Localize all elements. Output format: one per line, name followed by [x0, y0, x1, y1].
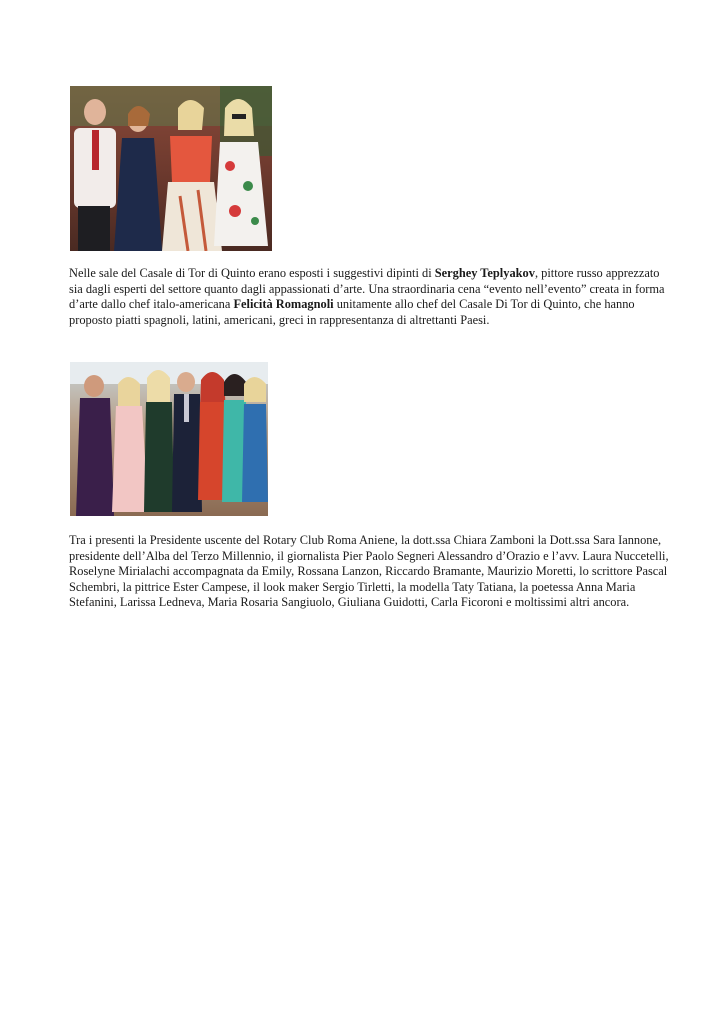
paragraph1-text-c: unitamente allo chef del Casale Di Tor di Quinto, che hanno proposto piatti spagnoli, latini, americani, greci in rappresentanza di altrettanti Paesi. [69, 297, 635, 327]
painter-name: Serghey Teplyakov [434, 266, 535, 280]
paragraph1-text-a: Nelle sale del Casale di Tor di Quinto erano esposti i suggestivi dipinti di [69, 266, 435, 280]
paragraph1-text-b: , pittore russo apprezzato sia dagli esperti del settore quanto dagli appassionati d’arte. Una straordinaria cena “evento nell’evento” creata in forma d’arte dallo chef italo-americana [69, 266, 665, 312]
event-photo-four-guests [70, 86, 272, 251]
chef-name: Felicità Romagnoli [233, 297, 334, 312]
event-photo-group [70, 362, 268, 516]
paragraph-guests: Tra i presenti la Presidente uscente del Rotary Club Roma Aniene, la dott.ssa Chiara Zamboni la Dott.ssa Sara Iannone, presidente dell’Alba del Terzo Millennio, il giornalista Pier Paolo Segneri Alessandro d’Orazio e l’avv. Laura Nuccetelli, Roselyne Mirialachi accompagnata da Emily, Rossana Lanzon, Riccardo Bramante, Maurizio Moretti, lo scrittore Pascal Schembri, la pittrice Ester Campese, il look maker Sergio Tirletti, la modella Taty Tatiana, la poetessa Anna Maria Stefanini, Larissa Ledneva, Maria Rosaria Sangiuolo, Giuliana Guidotti, Carla Ficoroni e moltissimi altri ancora. [69, 533, 669, 610]
paragraph-exhibition [69, 266, 669, 328]
